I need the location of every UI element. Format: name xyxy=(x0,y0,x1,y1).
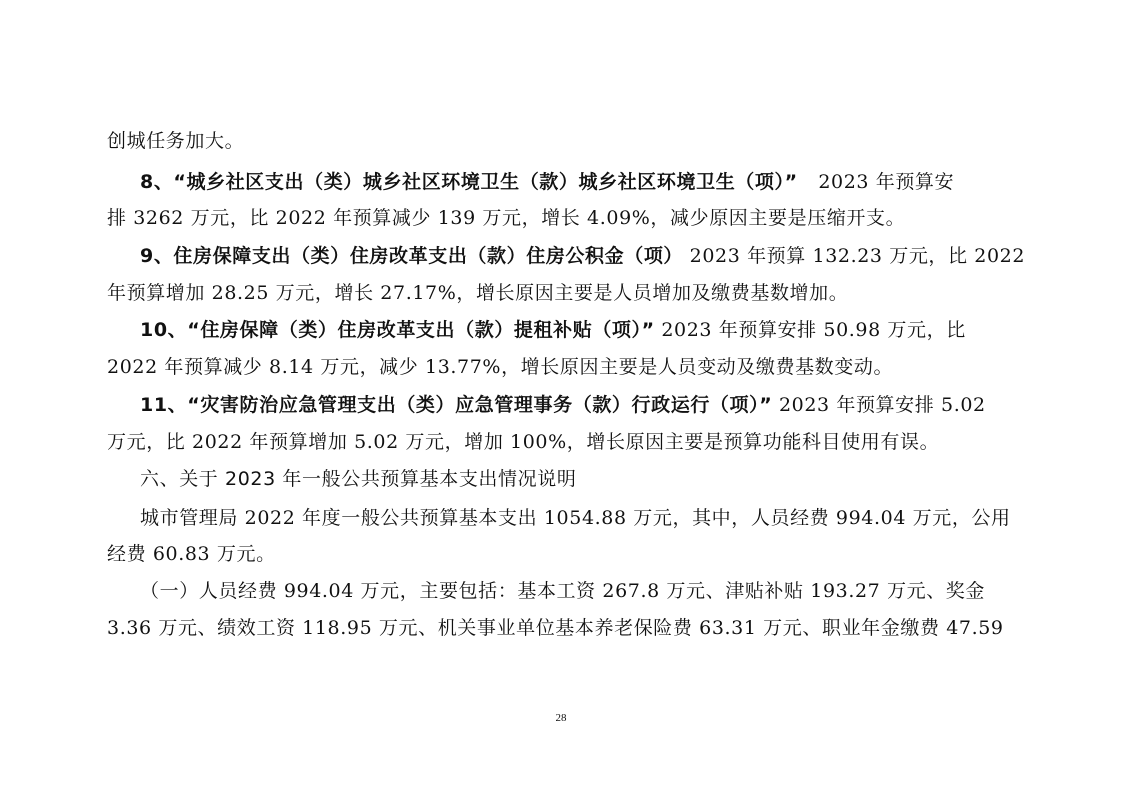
text-line-content: 城市管理局 2022 年度一般公共预算基本支出 1054.88 万元，其中，人员经费 994.04 万元，公用 xyxy=(140,507,1011,529)
text-line xyxy=(107,355,893,379)
text-line-content: 创城任务加大。 xyxy=(107,130,245,152)
paragraph-item-11 xyxy=(140,393,986,417)
text-line-content: 年预算增加 28.25 万元，增长 27.17%，增长原因主要是人员增加及缴费基数增加。 xyxy=(107,282,849,304)
text-line-content: 3.36 万元、绩效工资 118.95 万元、机关事业单位基本养老保险费 63.31 万元、职业年金缴费 47.59 xyxy=(107,617,1004,639)
text-line xyxy=(140,506,1011,530)
item-text: 2023 年预算安 xyxy=(818,171,955,193)
text-line xyxy=(107,206,905,230)
item-heading: 10、“住房保障（类）住房改革支出（款）提租补贴（项）” xyxy=(140,319,655,341)
text-line-content: 经费 60.83 万元。 xyxy=(107,543,276,565)
item-heading: 11、“灾害防治应急管理支出（类）应急管理事务（款）行政运行（项）” xyxy=(140,394,773,416)
item-heading: 8、“城乡社区支出（类）城乡社区环境卫生（款）城乡社区环境卫生（项）” xyxy=(140,171,798,193)
text-line xyxy=(107,430,939,454)
paragraph-item-9 xyxy=(140,244,1025,268)
item-heading: 9、住房保障支出（类）住房改革支出（款）住房公积金（项） xyxy=(140,245,684,267)
paragraph-item-10 xyxy=(140,318,966,342)
text-line xyxy=(107,129,244,153)
section-heading xyxy=(140,467,576,491)
item-text: 2023 年预算安排 5.02 xyxy=(778,394,986,416)
text-line xyxy=(107,542,276,566)
text-line-content: 2022 年预算减少 8.14 万元，减少 13.77%，增长原因主要是人员变动及缴费基数变动。 xyxy=(107,356,894,378)
text-line-content: （一）人员经费 994.04 万元，主要包括：基本工资 267.8 万元、津贴补贴 193.27 万元、奖金 xyxy=(140,580,985,602)
text-line xyxy=(140,579,985,603)
item-text: 2023 年预算 132.23 万元，比 2022 xyxy=(689,245,1026,267)
paragraph-item-8 xyxy=(140,170,954,194)
text-line xyxy=(107,616,1004,640)
text-line xyxy=(107,281,848,305)
page-number: 28 xyxy=(555,712,567,724)
text-line-content: 排 3262 万元，比 2022 年预算减少 139 万元，增长 4.09%，减少原因主要是压缩开支。 xyxy=(107,207,906,229)
section-heading-text: 六、关于 2023 年一般公共预算基本支出情况说明 xyxy=(140,468,577,490)
item-text: 2023 年预算安排 50.98 万元，比 xyxy=(661,319,966,341)
text-line-content: 万元，比 2022 年预算增加 5.02 万元，增加 100%，增长原因主要是预算功能科目使用有误。 xyxy=(107,431,940,453)
